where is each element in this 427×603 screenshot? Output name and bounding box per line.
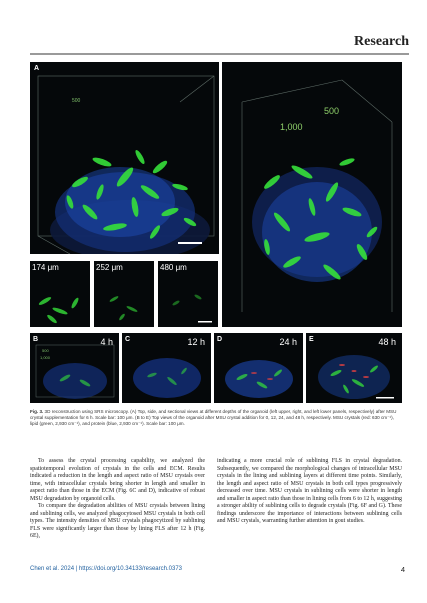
axis-tick-500: 500 bbox=[72, 98, 81, 104]
body-left-column bbox=[30, 458, 205, 541]
section-480um bbox=[158, 261, 218, 327]
panel-label-e: E bbox=[309, 336, 314, 343]
axis-tick-b-1000: 1,000 bbox=[40, 355, 51, 360]
caption-label: Fig. 3. bbox=[30, 409, 44, 414]
axis-tick-500-right: 500 bbox=[324, 106, 340, 116]
axis-tick-b-500: 500 bbox=[42, 348, 49, 353]
paragraph-left-1: To assess the crystal processing capability, we analyzed the spatiotemporal evolution of crystals in the cells and ECM. Results indicated a reduction in the length and aspect ratio of MSU crystals over time, with intracellular crystals being shorter in length and smaller in aspect ratio than those in the ECM (Fig. 6C and D), indicative of robust MSU degradation by organoid cells. bbox=[30, 458, 205, 502]
timepoint-24h: 24 h bbox=[279, 337, 297, 347]
page-number: 4 bbox=[400, 565, 405, 574]
panel-d-24h bbox=[214, 333, 303, 403]
footer-citation-link[interactable]: Chen et al. 2024 | https://doi.org/10.34133/research.0373 bbox=[30, 566, 182, 572]
timepoint-48h: 48 h bbox=[378, 337, 396, 347]
paragraph-left-2: To compare the degradation abilities of MSU crystals between lining and sublining cells, we analyzed phagocytosed MSU crystals in both cell types. The intensity densities of MSU crystals phagocytized by sublining FLS were significantly larger than those by lining FLS after 12 h (Fig. 6E), bbox=[30, 503, 205, 540]
axis-tick-1000: 1,000 bbox=[280, 122, 303, 132]
depth-label-480: 480 μm bbox=[160, 263, 187, 272]
panel-label-c: C bbox=[125, 336, 131, 343]
panel-label-a: A bbox=[34, 65, 40, 72]
figure-caption bbox=[30, 409, 402, 426]
organoid-3d-render bbox=[30, 62, 219, 254]
panel-b-4h bbox=[30, 333, 119, 403]
depth-label-174: 174 μm bbox=[32, 263, 59, 272]
caption-text: 3D reconstruction using SRS microscopy. (A) Top, side, and sectional views at different depths of the organoid (left upper, right, and left lower panels, respectively) after MSU crystal supplementation for 6 h. Scale bar: 100 μm. (B to E) Top views of the organoid after MSU crystal addition for 0, 12, 24, and 48 h, respectively. MSU crystals (red: 630 cm⁻¹), lipid (green, 2,930 cm⁻¹), and protein (blue, 2,930 cm⁻¹). Scale bar: 100 μm. bbox=[30, 409, 397, 426]
timepoint-12h: 12 h bbox=[187, 337, 205, 347]
panel-label-d: D bbox=[217, 336, 223, 343]
body-right-column bbox=[217, 458, 402, 526]
journal-section-title: Research bbox=[354, 34, 409, 49]
paragraph-right-1: indicating a more crucial role of sublining FLS in crystal degradation. Subsequently, we compared the morphological changes of intracellular MSU crystals in the lining and sublining layers at different time points. Similarly, the length and aspect ratio of MSU crystals in both cell types progressively decreased over time. MSU crystals in sublining cells were shorter in length and smaller in aspect ratio than those in lining cells from 6 to 12 h, suggesting a stronger ability of sublining cells to degrade crystals (Fig. 6F and G). These findings underscore the importance of interactions between sublining cells and MSU crystals, warranting further attention in gout studies. bbox=[217, 458, 402, 525]
timepoint-4h: 4 h bbox=[100, 337, 113, 347]
organoid-side-render bbox=[222, 62, 402, 327]
panel-label-b: B bbox=[33, 336, 39, 343]
header-rule bbox=[30, 53, 409, 55]
panel-c-12h bbox=[122, 333, 211, 403]
section-252um bbox=[94, 261, 154, 327]
section-174um bbox=[30, 261, 90, 327]
panel-e-48h bbox=[306, 333, 402, 403]
depth-label-252: 252 μm bbox=[96, 263, 123, 272]
panel-a-side-view bbox=[222, 62, 402, 327]
panel-a-top-view bbox=[30, 62, 219, 254]
